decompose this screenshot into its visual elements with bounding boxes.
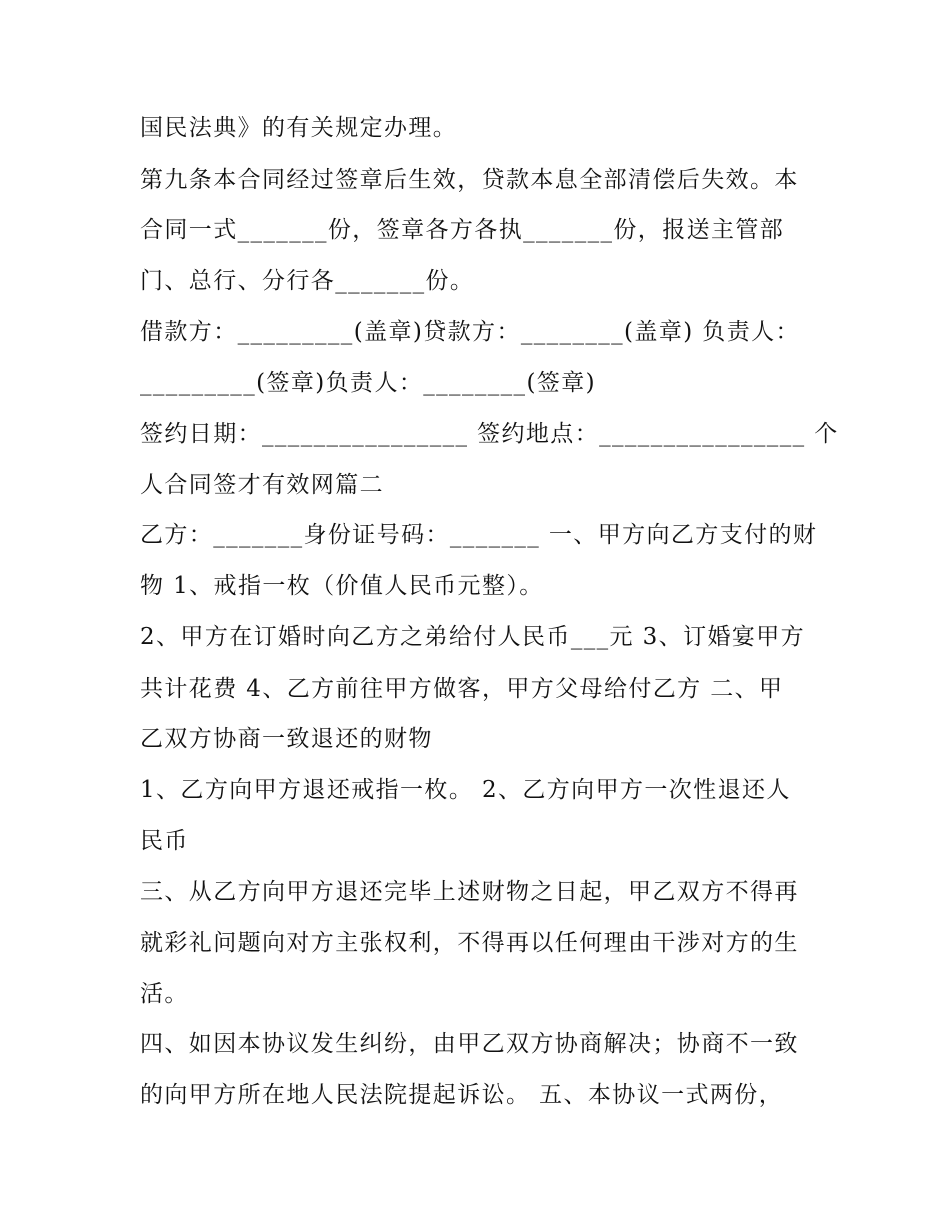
text-line: 借款方：_________(盖章)贷款方：________(盖章) 负责人： bbox=[140, 319, 800, 345]
text-line: 物 1、戒指一枚（价值人民币元整）。 bbox=[140, 573, 544, 599]
text-line: 四、如因本协议发生纠纷，由甲乙双方协商解决；协商不一致 bbox=[140, 1031, 799, 1057]
text-line: 国民法典》的有关规定办理。 bbox=[140, 115, 458, 141]
section-heading: 人合同签才有效网篇二 bbox=[140, 472, 384, 498]
text-line: 乙双方协商一致退还的财物 bbox=[140, 726, 433, 752]
text-line: 2、甲方在订婚时向乙方之弟给付人民币___元 3、订婚宴甲方 bbox=[140, 624, 806, 650]
text-line: 活。 bbox=[140, 981, 189, 1007]
text-line: 第九条本合同经过签章后生效，贷款本息全部清偿后失效。本 bbox=[140, 167, 799, 193]
text-line: 就彩礼问题向对方主张权利，不得再以任何理由干涉对方的生 bbox=[140, 930, 799, 956]
text-line: 合同一式_______份，签章各方各执_______份，报送主管部 bbox=[140, 217, 785, 243]
text-line: 的向甲方所在地人民法院提起诉讼。 五、本协议一式两份， bbox=[140, 1082, 784, 1108]
text-line: 乙方：_______身份证号码：_______ 一、甲方向乙方支付的财 bbox=[140, 522, 818, 548]
text-line: 门、总行、分行各_______份。 bbox=[140, 268, 475, 294]
text-line: 1、乙方向甲方退还戒指一枚。 2、乙方向甲方一次性退还人 bbox=[140, 777, 791, 803]
text-line: 三、从乙方向甲方退还完毕上述财物之日起，甲乙双方不得再 bbox=[140, 879, 799, 905]
text-line: 民币 bbox=[140, 828, 189, 854]
text-line: 签约日期：________________ 签约地点：________________ 个 bbox=[140, 421, 839, 447]
text-line: 共计花费 4、乙方前往甲方做客，甲方父母给付乙方 二、甲 bbox=[140, 676, 784, 702]
text-line: _________(签章)负责人：________(签章) bbox=[140, 370, 596, 396]
